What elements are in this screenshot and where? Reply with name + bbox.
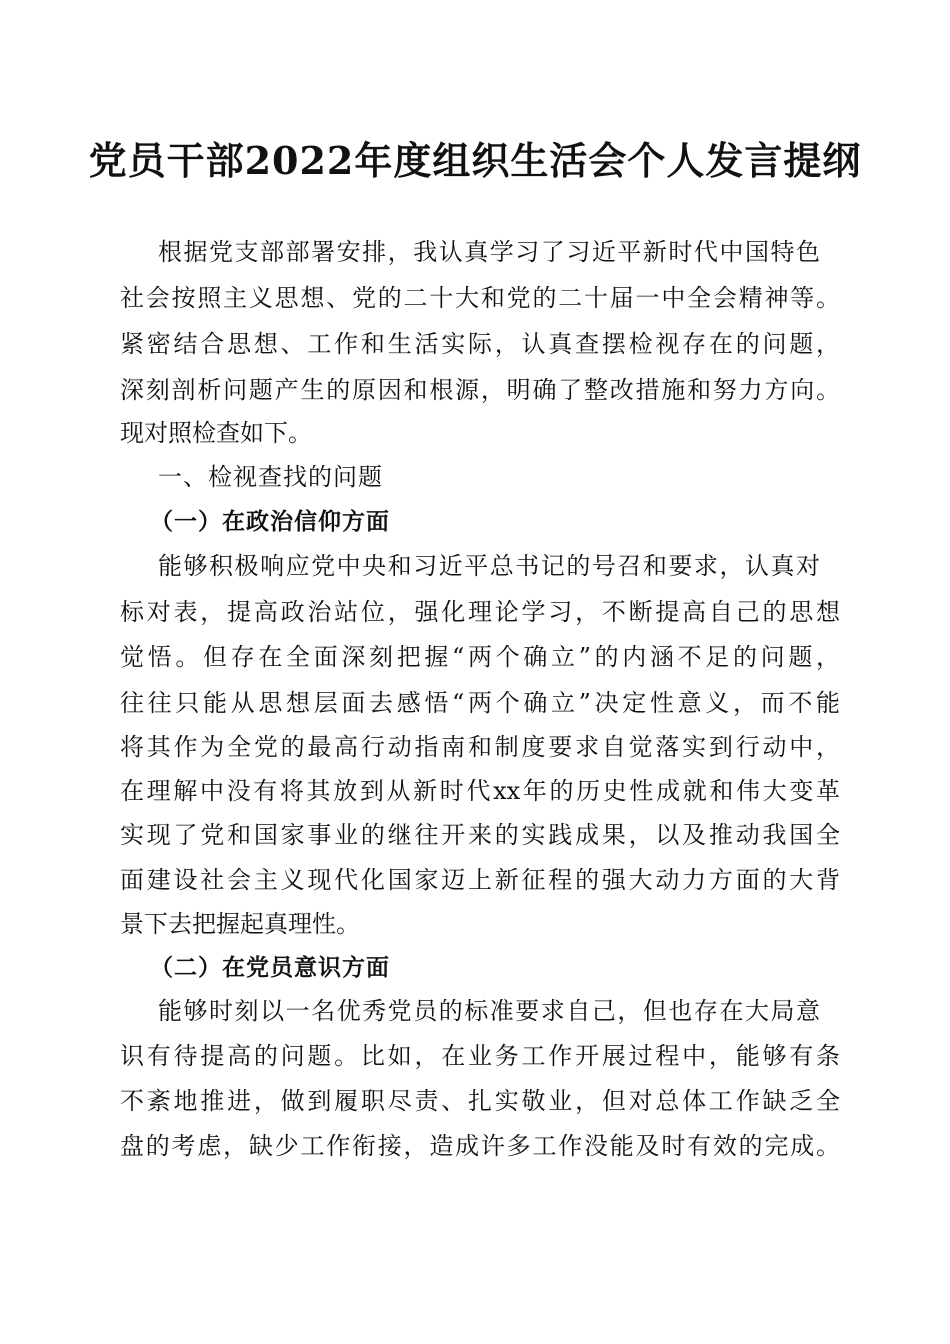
body-line: 能够积极响应党中央和习近平总书记的号召和要求，认真对 (158, 552, 820, 580)
body-line: 标对表，提高政治站位，强化理论学习，不断提高自己的思想 (120, 598, 840, 626)
body-line: 不紊地推进，做到履职尽责、扎实敬业，但对总体工作缺乏全 (120, 1087, 840, 1115)
subsection-heading: （二）在党员意识方面 (150, 954, 390, 981)
intro-line: 紧密结合思想、工作和生活实际，认真查摆检视存在的问题， (120, 330, 840, 358)
body-line: 觉悟。但存在全面深刻把握“两个确立”的内涵不足的问题， (120, 643, 840, 671)
intro-line: 根据党支部部署安排，我认真学习了习近平新时代中国特色 (158, 238, 820, 266)
body-line: 将其作为全党的最高行动指南和制度要求自觉落实到行动中， (120, 733, 840, 761)
body-line: 往往只能从思想层面去感悟“两个确立”决定性意义，而不能 (120, 689, 840, 717)
document-title: 党员干部2022年度组织生活会个人发言提纲 (88, 138, 862, 183)
intro-line: 深刻剖析问题产生的原因和根源，明确了整改措施和努力方向。 (120, 376, 840, 404)
body-line: 盘的考虑，缺少工作衔接，造成许多工作没能及时有效的完成。 (120, 1132, 840, 1160)
intro-line: 现对照检查如下。 (120, 419, 312, 447)
body-line: 景下去把握起真理性。 (120, 910, 360, 938)
intro-line: 社会按照主义思想、党的二十大和党的二十届一中全会精神等。 (120, 284, 840, 312)
body-line: 在理解中没有将其放到从新时代xx年的历史性成就和伟大变革 (120, 777, 840, 805)
section-heading: 一、检视查找的问题 (158, 463, 383, 491)
body-line: 实现了党和国家事业的继往开来的实践成果，以及推动我国全 (120, 821, 840, 849)
body-line: 面建设社会主义现代化国家迈上新征程的强大动力方面的大背 (120, 866, 840, 894)
subsection-heading: （一）在政治信仰方面 (150, 508, 390, 535)
body-line: 识有待提高的问题。比如，在业务工作开展过程中，能够有条 (120, 1042, 840, 1070)
body-line: 能够时刻以一名优秀党员的标准要求自己，但也存在大局意 (158, 997, 820, 1025)
